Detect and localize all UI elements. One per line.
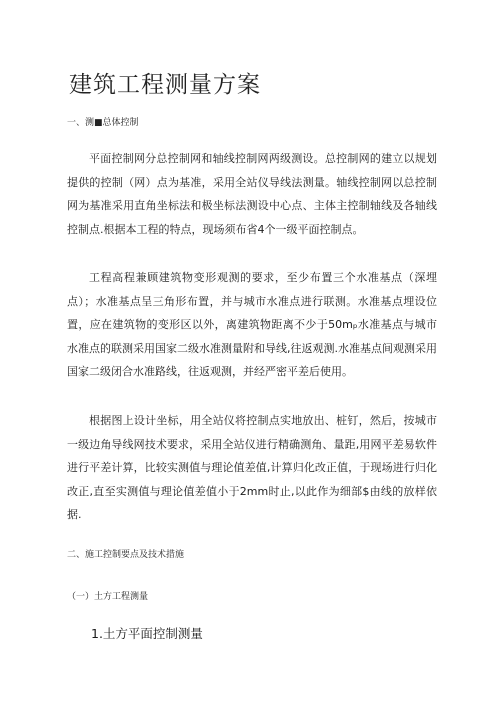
section-heading-2: 二、施工控制要点及技术措施 [67,550,185,560]
section-heading-1: 一、测■总体控制 [67,118,139,128]
paragraph-2: 工程高程兼顾建筑物变形观测的要求，至少布置三个水准基点（深埋点）；水准基点呈三角形布置，并与城市水准点进行联测。水准基点埋设位置，应在建筑物的变形区以外，离建筑物距离不少于50mₚ水准基点与城市水准点的联测采用国家二级水准测量附和导线,往返观测.水准基点间观测采用国家二级闭合水准路线，往返观测，并经严密平差后使用。 [67,271,437,378]
paragraph-3: 根据图上设计坐标，用全站仪将控制点实地放出、桩钉，然后，按城市一级边角导线网技术要求，采用全站仪进行精确测角、量距,用网平差易软件进行平差计算，比较实测值与理论值差值,计算归化改正值，于现场进行归化改正,直至实测值与理论值差值小于2mm时止,以此作为细部$由线的放样依据. [67,414,437,521]
document-title: 建筑工程测量方案 [69,72,261,98]
subsection-heading-1: （一）土方工程测量 [67,592,149,602]
paragraph-1: 平面控制网分总控制网和轴线控制网两级测设。总控制网的建立以规划提供的控制（网）点为基准，采用全站仪导线法测量。轴线控制网以总控制网为基准采用直角坐标法和极坐标法测设中心点、主体主控制轴线及各轴线控制点.根据本工程的特点，现场须布省4个一级平面控制点。 [67,152,437,236]
subsection-heading-1-1: 1.土方平面控制测量 [91,626,203,641]
